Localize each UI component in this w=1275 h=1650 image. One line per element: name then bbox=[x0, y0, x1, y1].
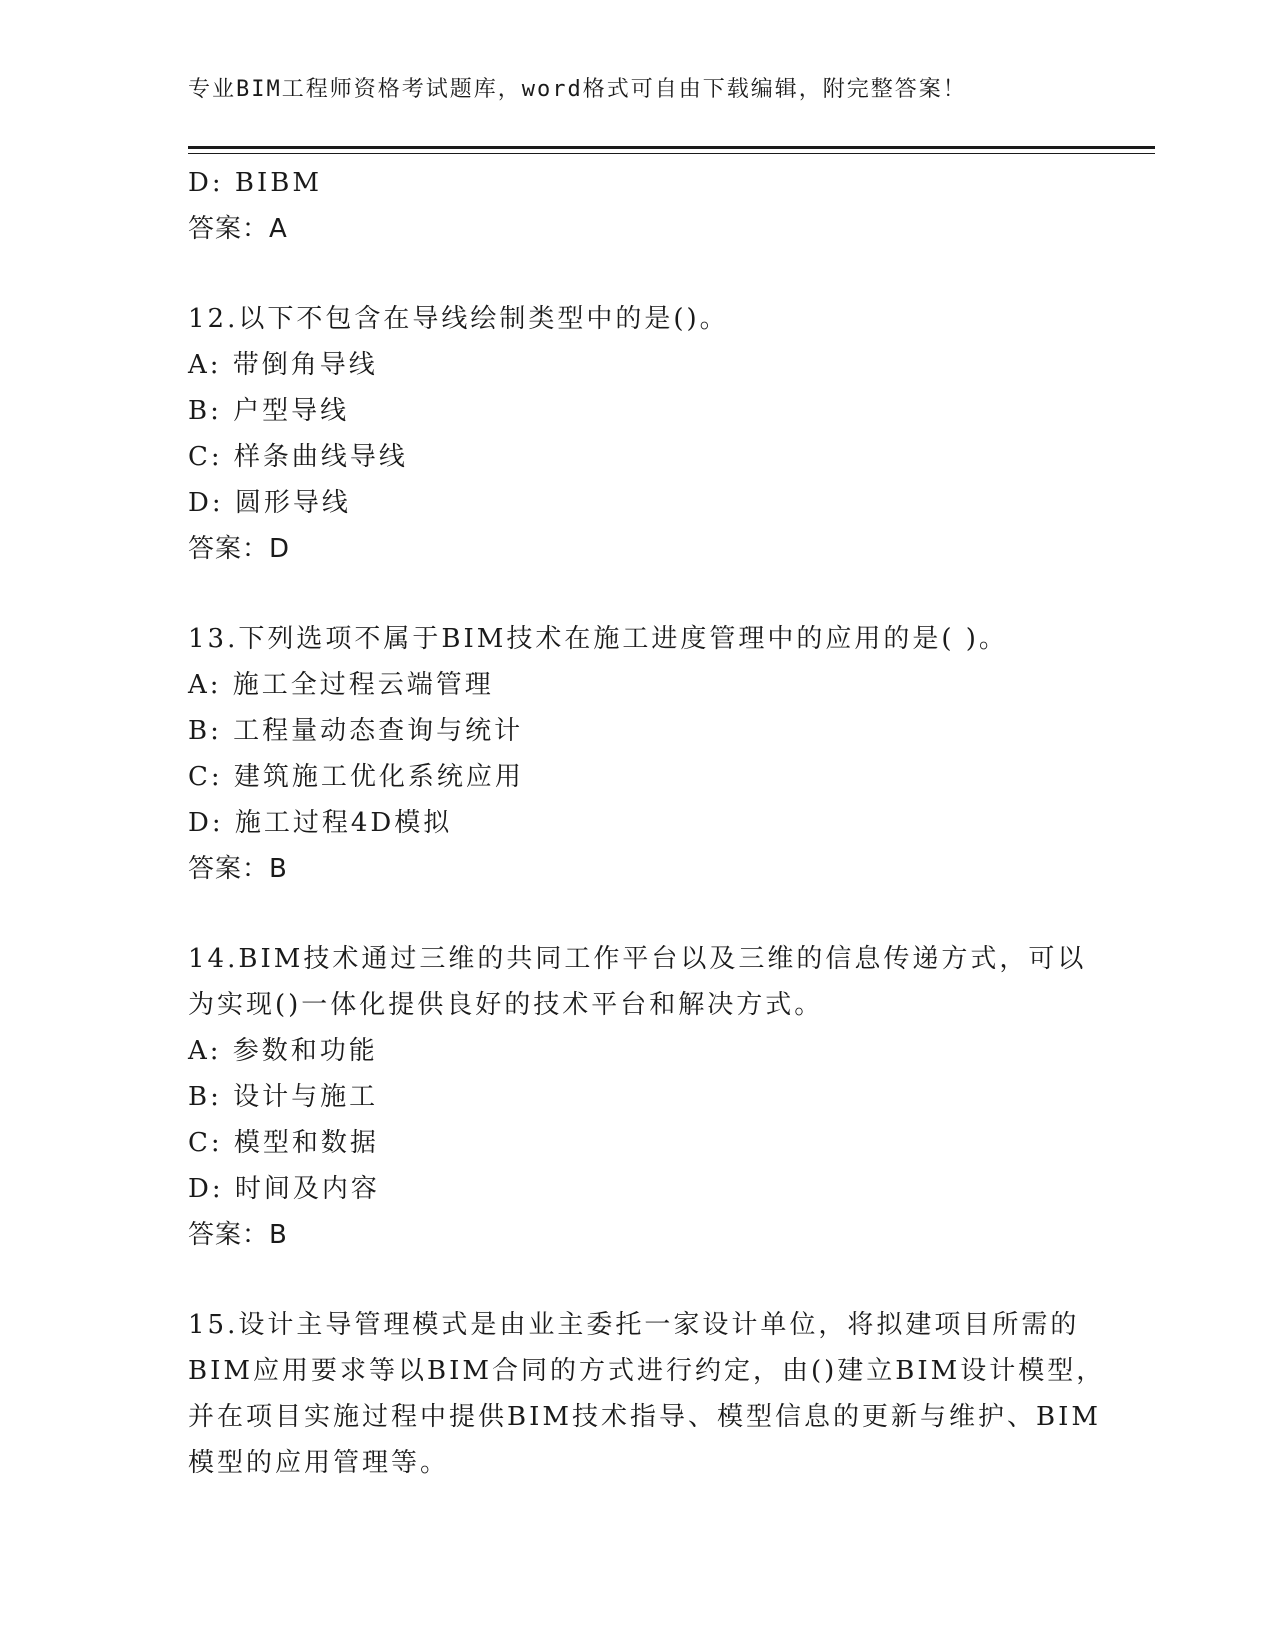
question-13 bbox=[188, 616, 1088, 892]
question-stem-continued: BIM应用要求等以BIM合同的方式进行约定，由()建立BIM设计模型， bbox=[188, 1356, 1106, 1386]
answer: 答案：B bbox=[188, 1220, 288, 1250]
question-12 bbox=[188, 296, 1088, 572]
option-b: B: 设计与施工 bbox=[188, 1082, 379, 1112]
option-c: C: 建筑施工优化系统应用 bbox=[188, 762, 524, 792]
question-stem: 13.下列选项不属于BIM技术在施工进度管理中的应用的是( )。 bbox=[188, 624, 1008, 654]
spacer bbox=[188, 252, 1088, 296]
option-b: B: 工程量动态查询与统计 bbox=[188, 716, 524, 746]
header-rule-thin bbox=[188, 153, 1155, 154]
answer: 答案：D bbox=[188, 534, 291, 564]
spacer bbox=[188, 892, 1088, 936]
option-d: D: 时间及内容 bbox=[188, 1174, 380, 1204]
question-stem-continued: 为实现()一体化提供良好的技术平台和解决方式。 bbox=[188, 990, 824, 1020]
question-stem-continued: 并在项目实施过程中提供BIM技术指导、模型信息的更新与维护、BIM bbox=[188, 1402, 1101, 1432]
option-c: C: 模型和数据 bbox=[188, 1128, 379, 1158]
answer: 答案：A bbox=[188, 214, 288, 244]
option-a: A: 施工全过程云端管理 bbox=[188, 670, 494, 700]
option-a: A: 带倒角导线 bbox=[188, 350, 378, 380]
question-14 bbox=[188, 936, 1088, 1258]
option-d: D: BIBM bbox=[188, 168, 322, 198]
option-d: D: 圆形导线 bbox=[188, 488, 351, 518]
spacer bbox=[188, 1258, 1088, 1302]
questions-content bbox=[188, 160, 1106, 1486]
question-15 bbox=[188, 1302, 1106, 1486]
option-c: C: 样条曲线导线 bbox=[188, 442, 408, 472]
question-stem: 14.BIM技术通过三维的共同工作平台以及三维的信息传递方式，可以 bbox=[188, 944, 1087, 974]
question-stem: 12.以下不包含在导线绘制类型中的是()。 bbox=[188, 304, 729, 334]
question-stem: 15.设计主导管理模式是由业主委托一家设计单位，将拟建项目所需的 bbox=[188, 1310, 1080, 1340]
header-rule-thick bbox=[188, 146, 1155, 149]
question-stem-continued: 模型的应用管理等。 bbox=[188, 1448, 450, 1478]
page-header: 专业BIM工程师资格考试题库，word格式可自由下载编辑，附完整答案！ bbox=[188, 77, 967, 102]
option-d: D: 施工过程4D模拟 bbox=[188, 808, 453, 838]
option-a: A: 参数和功能 bbox=[188, 1036, 378, 1066]
option-b: B: 户型导线 bbox=[188, 396, 350, 426]
spacer bbox=[188, 572, 1088, 616]
answer: 答案：B bbox=[188, 854, 288, 884]
